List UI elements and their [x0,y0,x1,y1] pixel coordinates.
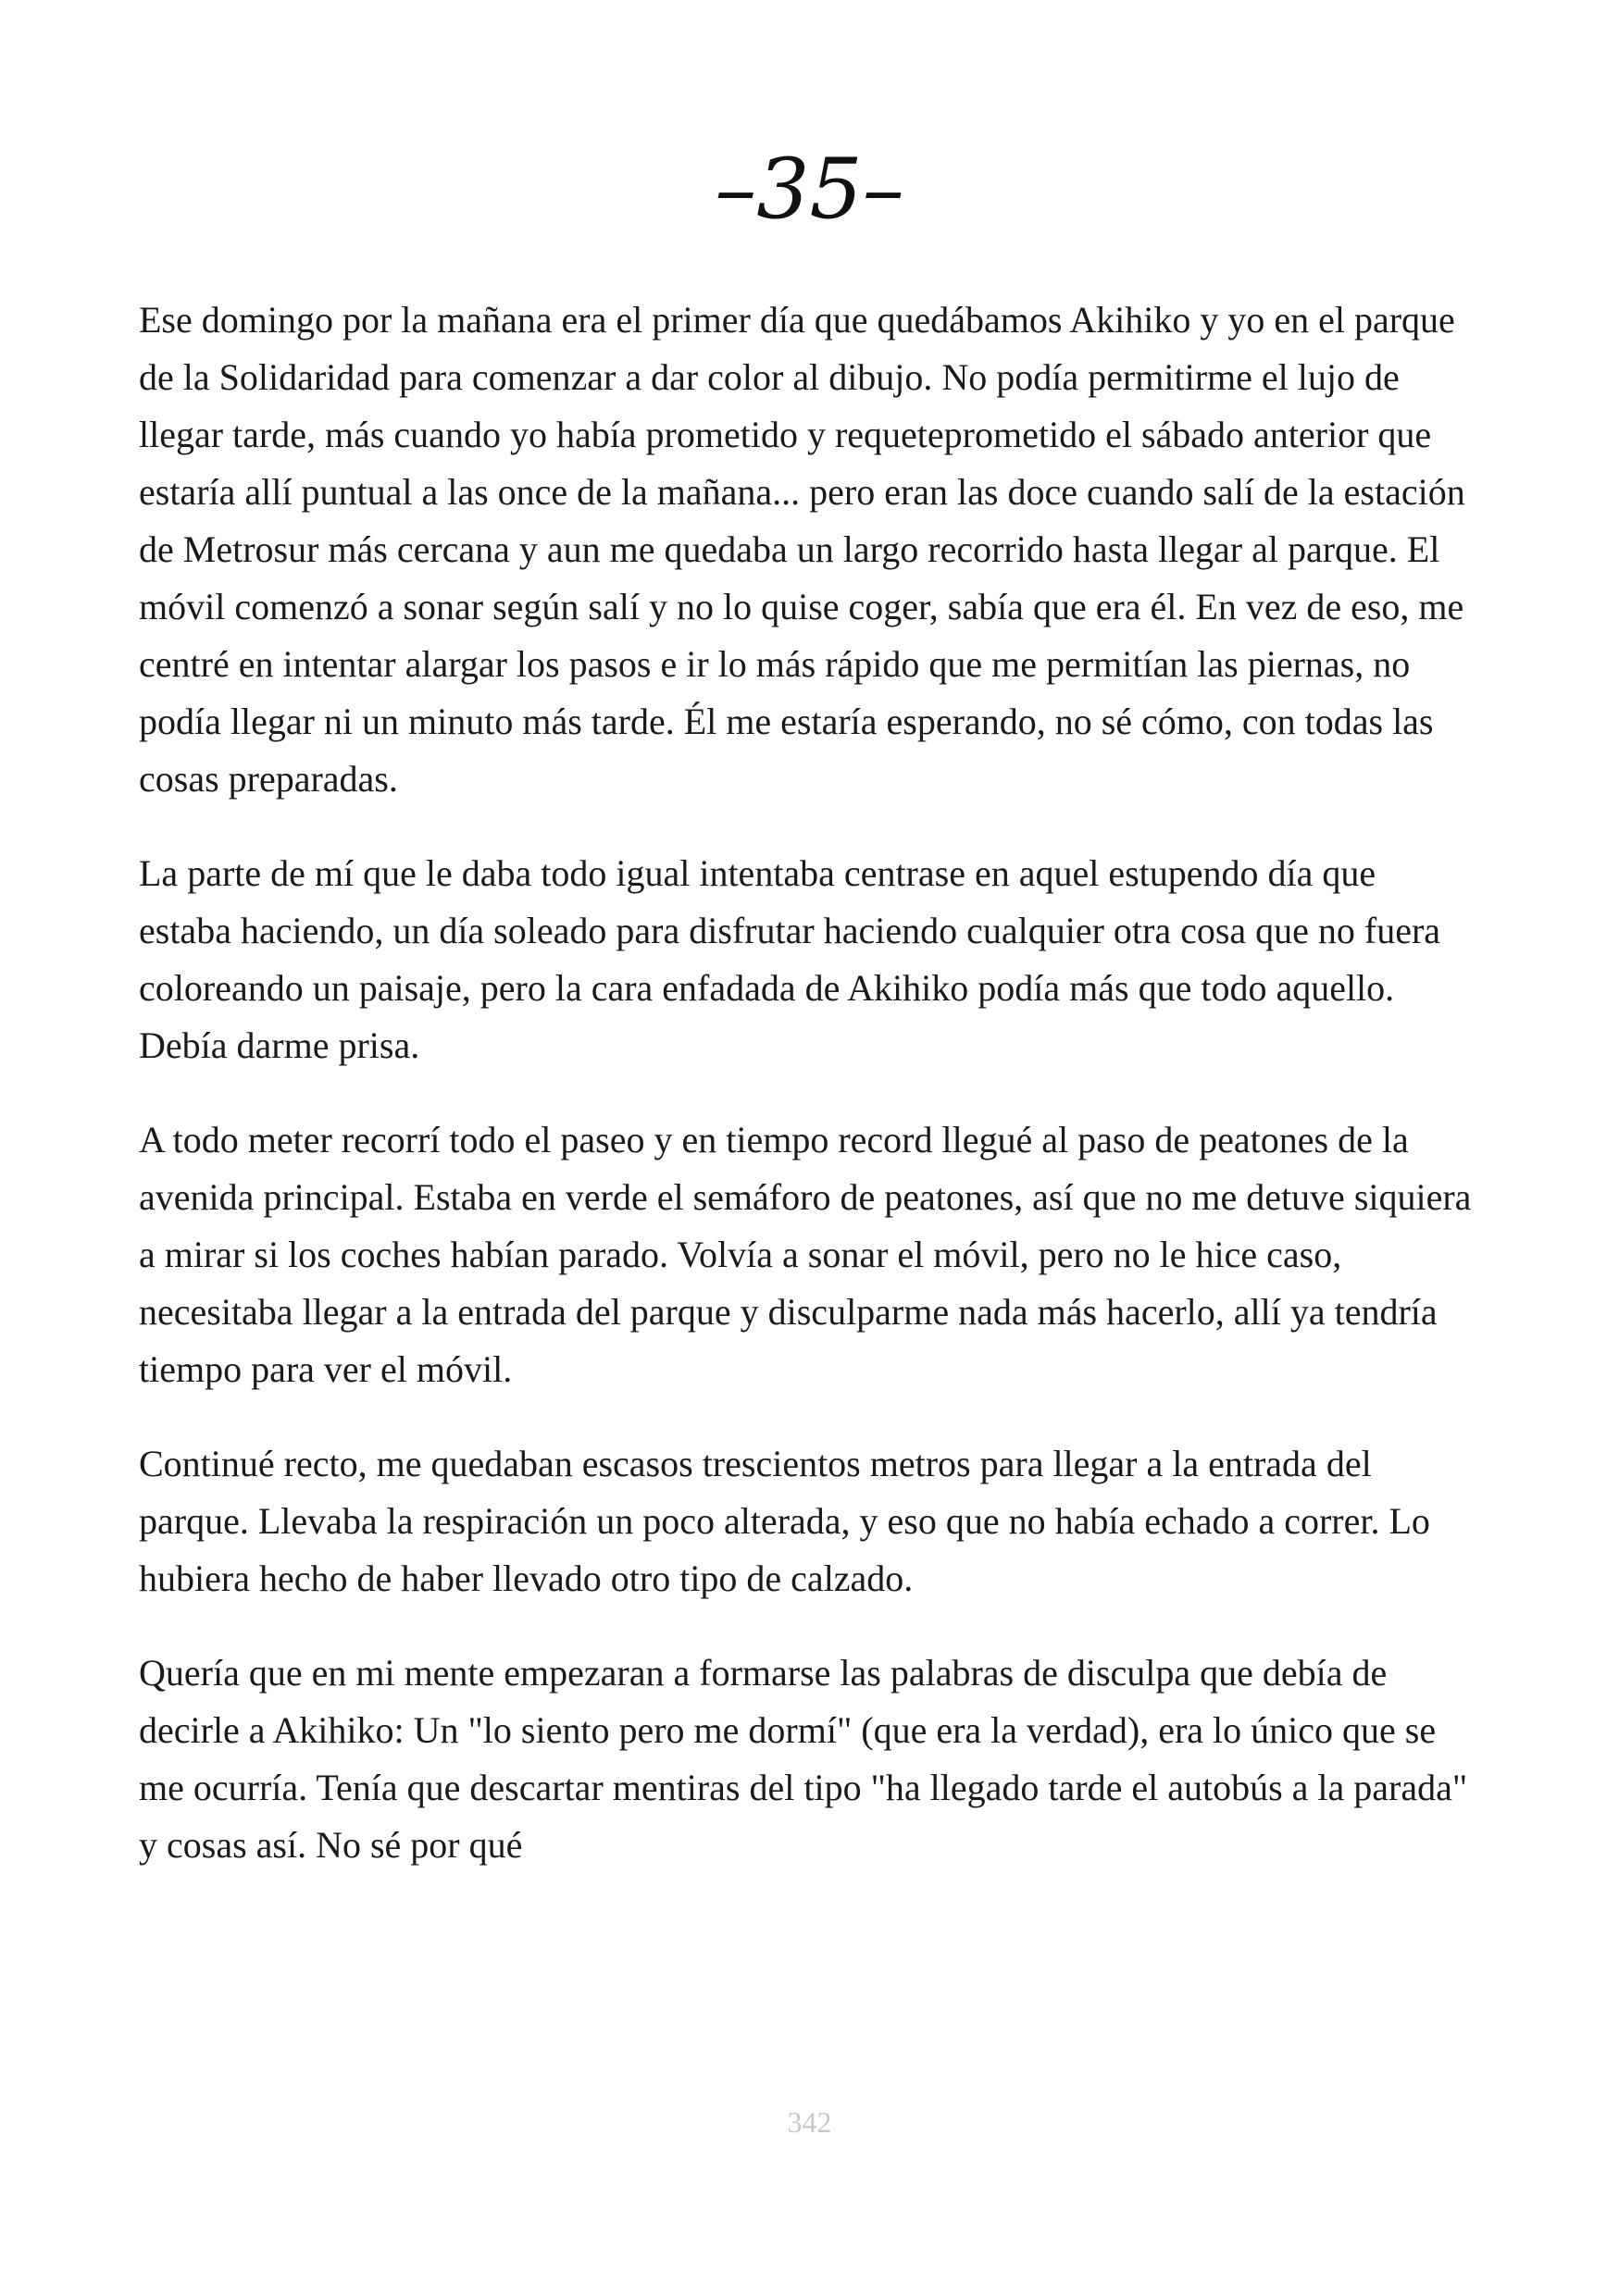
page-number: 342 [787,2105,832,2139]
paragraph: Ese domingo por la mañana era el primer día que quedábamos Akihiko y yo en el parque de la Solidaridad para comenzar a dar color al dibujo. No podía permitirme el lujo de llegar tarde, más cuando yo había prometido y requeteprometido el sábado anterior que estaría allí puntual a las once de la mañana... pero eran las doce cuando salí de la estación de Metrosur más cercana y aun me quedaba un largo recorrido hasta llegar al parque. El móvil comenzó a sonar según salí y no lo quise coger, sabía que era él. En vez de eso, me centré en intentar alargar los pasos e ir lo más rápido que me permitían las piernas, no podía llegar ni un minuto más tarde. Él me estaría esperando, no sé cómo, con todas las cosas preparadas. [139,299,1465,800]
chapter-body [139,292,1476,1911]
paragraph: La parte de mí que le daba todo igual intentaba centrase en aquel estupendo día que estaba haciendo, un día soleado para disfrutar haciendo cualquier otra cosa que no fuera coloreando un paisaje, pero la cara enfadada de Akihiko podía más que todo aquello. Debía darme prisa. [139,852,1441,1066]
paragraph: Continué recto, me quedaban escasos trescientos metros para llegar a la entrada del parque. Llevaba la respiración un poco alterada, y eso que no había echado a correr. Lo hubiera hecho de haber llevado otro tipo de calzado. [139,1443,1430,1599]
chapter-title: –35– [715,141,904,238]
paragraph: A todo meter recorrí todo el paseo y en tiempo record llegué al paso de peatones de la avenida principal. Estaba en verde el semáforo de peatones, así que no me detuve siquiera a mirar si los coches habían parado. Volvía a sonar el móvil, pero no le hice caso, necesitaba llegar a la entrada del parque y disculparme nada más hacerlo, allí ya tendría tiempo para ver el móvil. [139,1119,1472,1390]
paragraph: Quería que en mi mente empezaran a formarse las palabras de disculpa que debía de decirle a Akihiko: Un "lo siento pero me dormí" (que era la verdad), era lo único que se me ocurría. Tenía que descartar mentiras del tipo "ha llegado tarde el autobús a la parada" y cosas así. No sé por qué [139,1652,1468,1866]
